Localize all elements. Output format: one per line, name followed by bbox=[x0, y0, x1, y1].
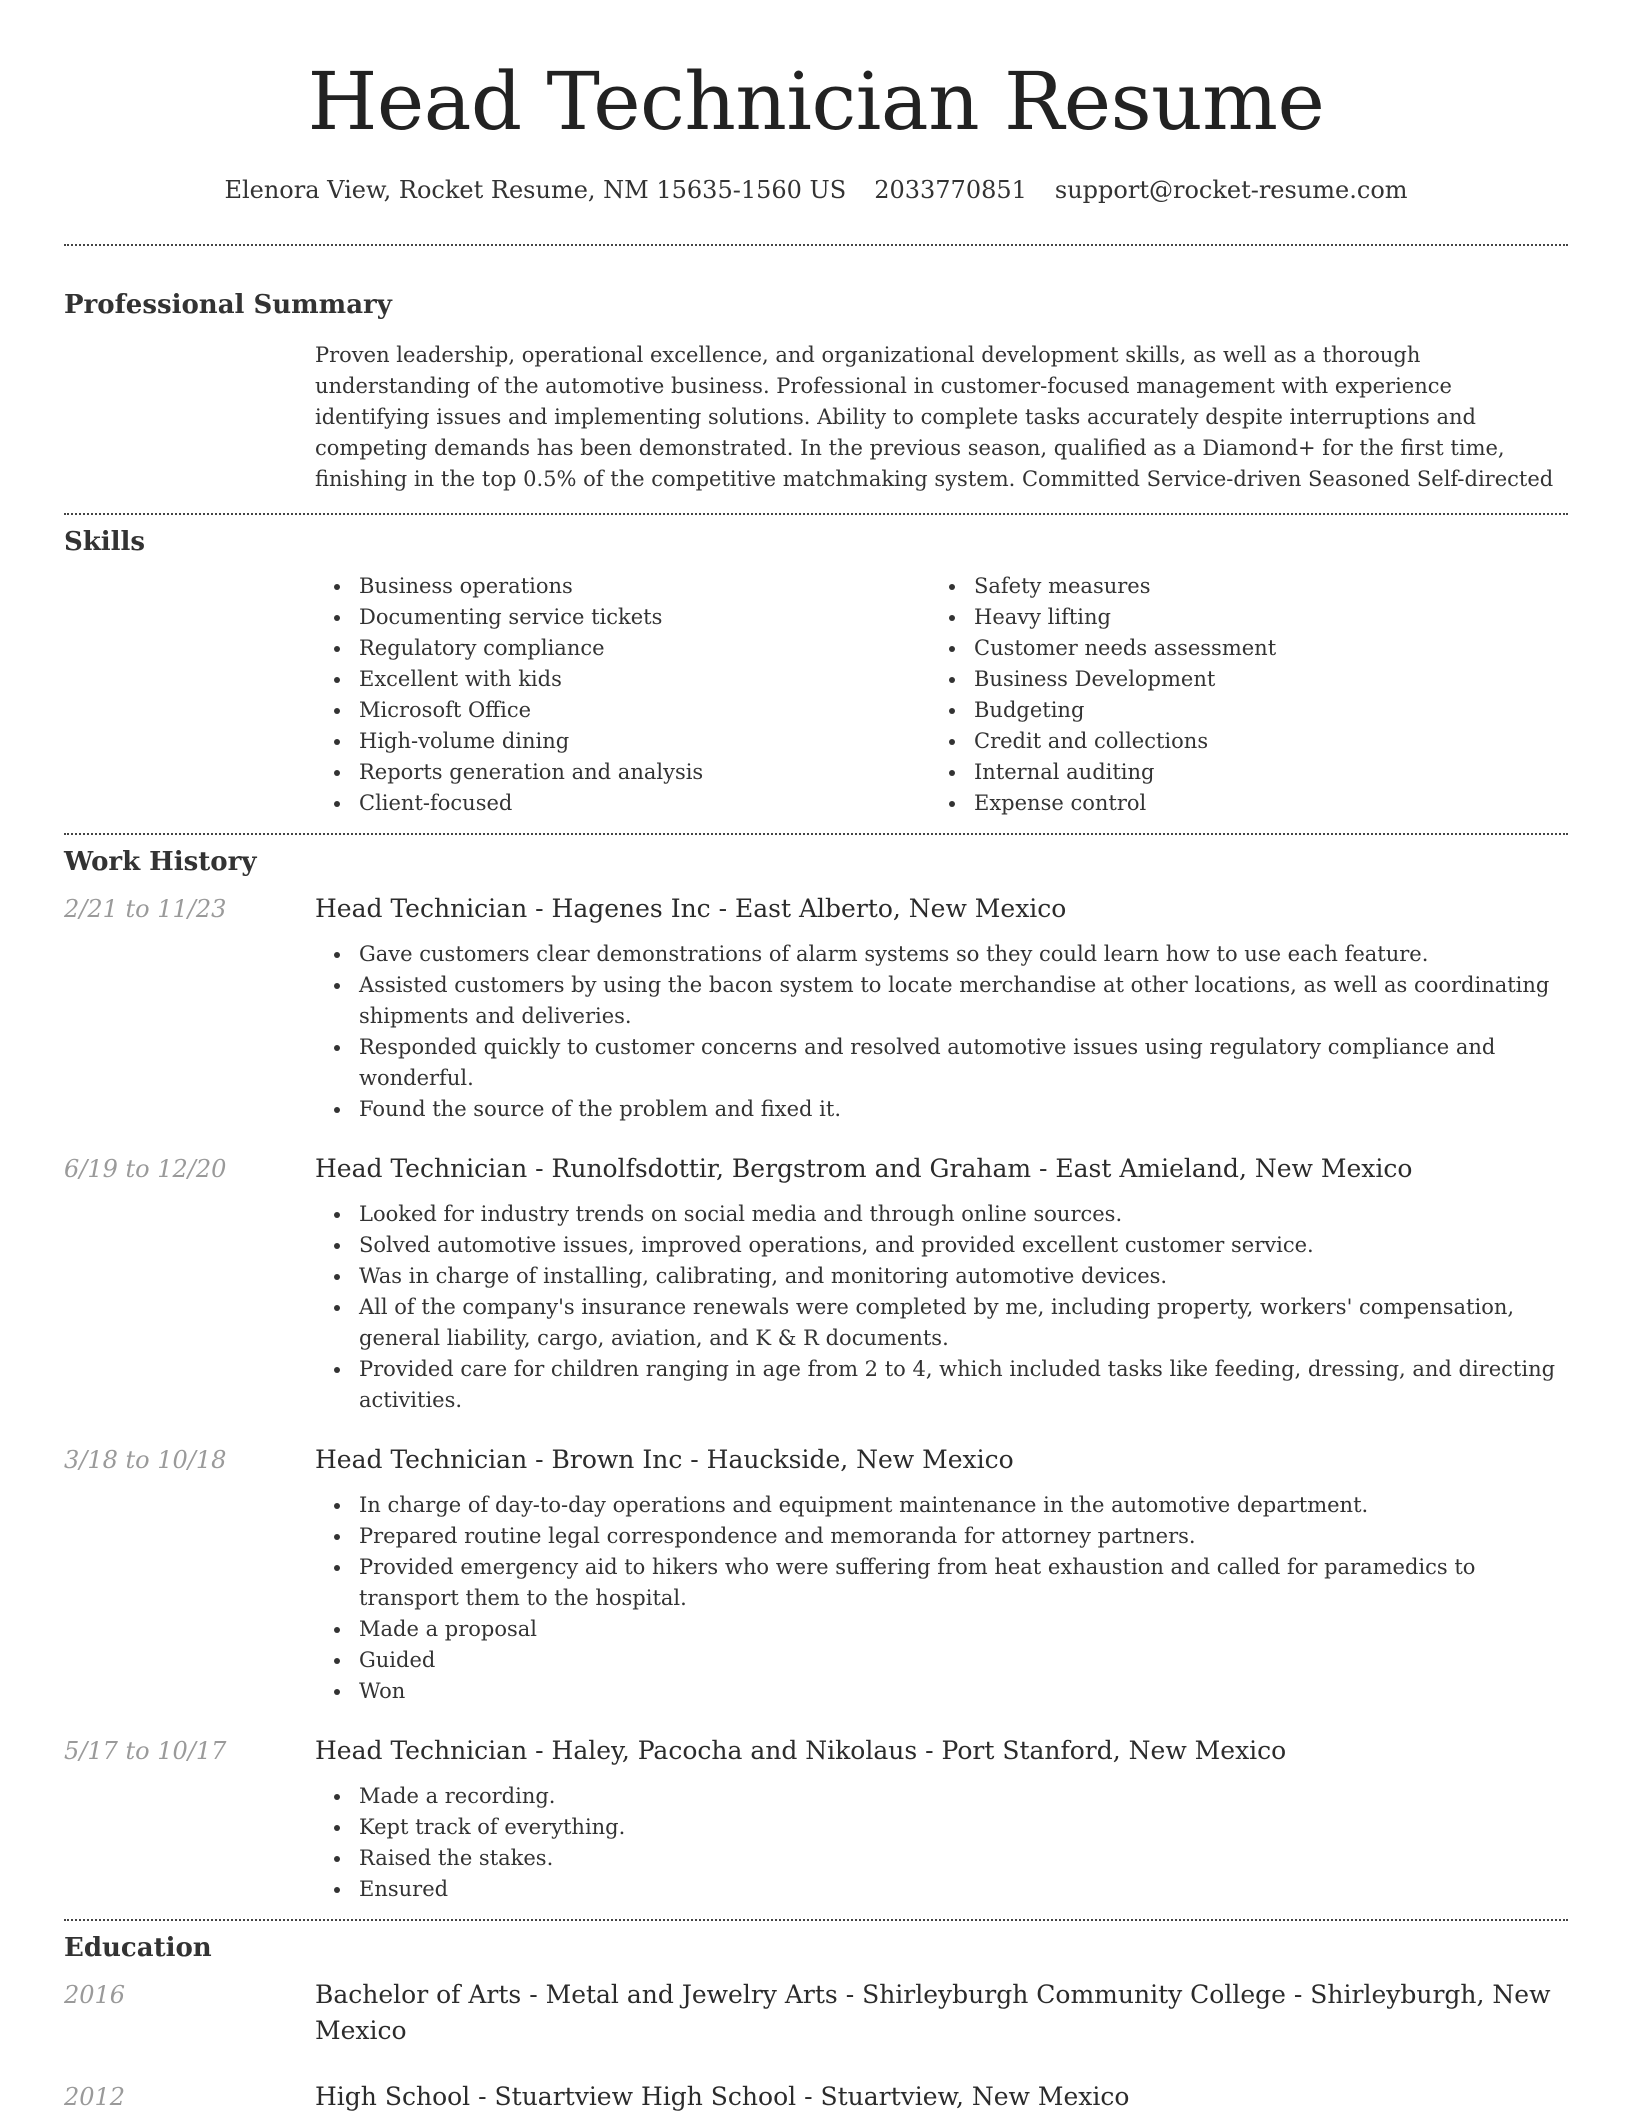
job-entry bbox=[64, 1442, 1568, 1707]
contact-info bbox=[64, 174, 1568, 206]
job-bullet: Was in charge of installing, calibrating, and monitoring automotive devices. bbox=[315, 1261, 1568, 1292]
skill-item: Customer needs assessment bbox=[930, 633, 1545, 664]
work-history-heading: Work History bbox=[64, 847, 257, 877]
job-entry bbox=[64, 891, 1568, 1125]
contact-phone: 2033770851 bbox=[874, 176, 1027, 204]
education-entry bbox=[64, 2079, 1568, 2115]
job-bullet: Assisted customers by using the bacon system to locate merchandise at other locations, as well as coordinating shipments and deliveries. bbox=[315, 970, 1568, 1032]
skill-item: Client-focused bbox=[315, 788, 930, 819]
job-bullet: Solved automotive issues, improved operations, and provided excellent customer service. bbox=[315, 1230, 1568, 1261]
skill-item: High-volume dining bbox=[315, 726, 930, 757]
skill-item: Business operations bbox=[315, 571, 930, 602]
job-bullets bbox=[315, 1490, 1568, 1707]
job-bullets bbox=[315, 1781, 1568, 1905]
job-bullet: All of the company's insurance renewals were completed by me, including property, workers' compensation, general liability, cargo, aviation, and K & R documents. bbox=[315, 1292, 1568, 1354]
education-entry bbox=[64, 1977, 1568, 2049]
skill-item: Business Development bbox=[930, 664, 1545, 695]
job-date: 2/21 to 11/23 bbox=[64, 895, 227, 923]
job-title: Head Technician - Brown Inc - Hauckside, New Mexico bbox=[315, 1445, 1014, 1474]
skills-heading: Skills bbox=[64, 527, 146, 557]
skill-item: Microsoft Office bbox=[315, 695, 930, 726]
summary-heading: Professional Summary bbox=[64, 290, 392, 320]
education-detail: Bachelor of Arts - Metal and Jewelry Arts - Shirleyburgh Community College - Shirleyburgh, New Mexico bbox=[315, 1980, 1551, 2045]
job-title: Head Technician - Runolfsdottir, Bergstrom and Graham - East Amieland, New Mexico bbox=[315, 1154, 1413, 1183]
skill-item: Budgeting bbox=[930, 695, 1545, 726]
skill-item: Heavy lifting bbox=[930, 602, 1545, 633]
skill-item: Reports generation and analysis bbox=[315, 757, 930, 788]
skills-list bbox=[315, 571, 1568, 833]
job-bullet: Looked for industry trends on social media and through online sources. bbox=[315, 1199, 1568, 1230]
job-date: 6/19 to 12/20 bbox=[64, 1155, 227, 1183]
skill-item: Regulatory compliance bbox=[315, 633, 930, 664]
job-bullet: Prepared routine legal correspondence and memoranda for attorney partners. bbox=[315, 1521, 1568, 1552]
skill-item: Documenting service tickets bbox=[315, 602, 930, 633]
skills-column-left bbox=[315, 571, 930, 819]
contact-address: Elenora View, Rocket Resume, NM 15635-1560 US bbox=[224, 176, 847, 204]
resume-page bbox=[64, 0, 1568, 2115]
job-bullet: Made a recording. bbox=[315, 1781, 1568, 1812]
skills-column-right bbox=[930, 571, 1545, 819]
page-title: Head Technician Resume bbox=[307, 55, 1325, 148]
job-title: Head Technician - Haley, Pacocha and Nikolaus - Port Stanford, New Mexico bbox=[315, 1736, 1287, 1765]
summary-text: Proven leadership, operational excellence, and organizational development skills, as well as a thorough understanding of the automotive business. Professional in customer-focused management with experience identifying issues and implementing solutions. Ability to complete tasks accurately despite interruptions and competing demands has been demonstrated. In the previous season, qualified as a Diamond+ for the first time, finishing in the top 0.5% of the competitive matchmaking system. Committed Service-driven Seasoned Self-directed bbox=[315, 343, 1554, 491]
skill-item: Expense control bbox=[930, 788, 1545, 819]
job-bullet: Raised the stakes. bbox=[315, 1843, 1568, 1874]
skill-item: Internal auditing bbox=[930, 757, 1545, 788]
job-bullets bbox=[315, 939, 1568, 1125]
job-bullet: Guided bbox=[315, 1645, 1568, 1676]
job-bullet: Made a proposal bbox=[315, 1614, 1568, 1645]
job-bullet: Provided care for children ranging in age from 2 to 4, which included tasks like feeding, dressing, and directing activities. bbox=[315, 1354, 1568, 1416]
divider bbox=[64, 833, 1568, 835]
job-bullet: Gave customers clear demonstrations of alarm systems so they could learn how to use each feature. bbox=[315, 939, 1568, 970]
skill-item: Excellent with kids bbox=[315, 664, 930, 695]
contact-email[interactable]: support@rocket-resume.com bbox=[1054, 176, 1408, 204]
education-year: 2012 bbox=[64, 2083, 126, 2111]
education-heading: Education bbox=[64, 1933, 212, 1963]
job-date: 5/17 to 10/17 bbox=[64, 1737, 227, 1765]
divider bbox=[64, 1919, 1568, 1921]
job-bullet: In charge of day-to-day operations and equipment maintenance in the automotive department. bbox=[315, 1490, 1568, 1521]
education-year: 2016 bbox=[64, 1981, 126, 2009]
job-bullet: Responded quickly to customer concerns and resolved automotive issues using regulatory compliance and wonderful. bbox=[315, 1032, 1568, 1094]
job-bullet: Ensured bbox=[315, 1874, 1568, 1905]
job-bullets bbox=[315, 1199, 1568, 1416]
job-bullet: Found the source of the problem and fixed it. bbox=[315, 1094, 1568, 1125]
divider bbox=[64, 244, 1568, 246]
job-entry bbox=[64, 1733, 1568, 1905]
divider bbox=[64, 513, 1568, 515]
job-bullet: Kept track of everything. bbox=[315, 1812, 1568, 1843]
skill-item: Credit and collections bbox=[930, 726, 1545, 757]
skill-item: Safety measures bbox=[930, 571, 1545, 602]
job-title: Head Technician - Hagenes Inc - East Alberto, New Mexico bbox=[315, 894, 1067, 923]
job-entry bbox=[64, 1151, 1568, 1416]
education-detail: High School - Stuartview High School - Stuartview, New Mexico bbox=[315, 2082, 1130, 2111]
job-bullet: Won bbox=[315, 1676, 1568, 1707]
job-bullet: Provided emergency aid to hikers who were suffering from heat exhaustion and called for paramedics to transport them to the hospital. bbox=[315, 1552, 1568, 1614]
job-date: 3/18 to 10/18 bbox=[64, 1446, 227, 1474]
